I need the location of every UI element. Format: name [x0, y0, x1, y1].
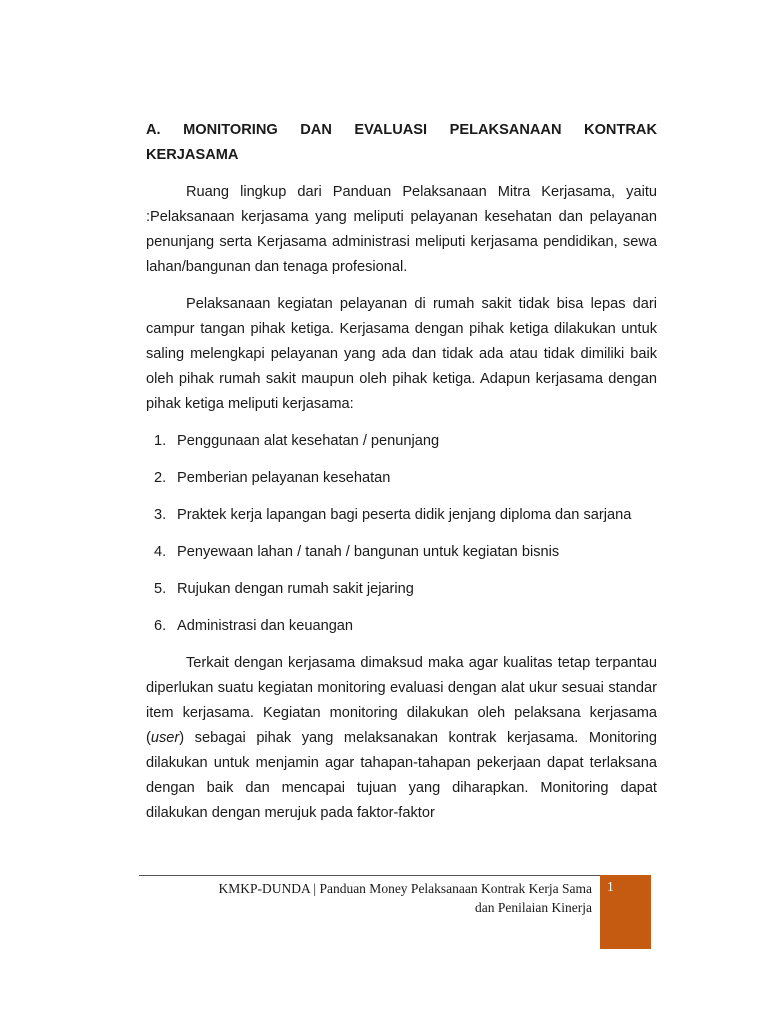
section-heading: A. MONITORING DAN EVALUASI PELAKSANAAN KONTRAK KERJASAMA	[146, 122, 657, 163]
footer-line-2: dan Penilaian Kinerja	[475, 900, 592, 915]
footer-divider	[139, 875, 600, 876]
footer-line-1: KMKP-DUNDA | Panduan Money Pelaksanaan Kontrak Kerja Sama	[218, 881, 592, 896]
list-item: 3. Praktek kerja lapangan bagi peserta didik jenjang diploma dan sarjana	[154, 507, 632, 523]
list-item: 4. Penyewaan lahan / tanah / bangunan untuk kegiatan bisnis	[154, 544, 560, 560]
paragraph-scope: Ruang lingkup dari Panduan Pelaksanaan Mitra Kerjasama, yaitu :Pelaksanaan kerjasama yang meliputi pelayanan kesehatan dan pelayanan penunjang serta Kerjasama administrasi meliputi kerjasama pendidikan, sewa lahan/bangunan dan tenaga profesional.	[146, 184, 657, 275]
list-item: 2. Pemberian pelayanan kesehatan	[154, 470, 391, 486]
list-item: 6. Administrasi dan keuangan	[154, 618, 354, 634]
cooperation-list	[146, 429, 657, 639]
footer-title	[150, 879, 592, 917]
list-item: 1. Penggunaan alat kesehatan / penunjang	[154, 433, 440, 449]
paragraph-monitoring: Terkait dengan kerjasama dimaksud maka agar kualitas tetap terpantau diperlukan suatu kegiatan monitoring evaluasi dengan alat ukur sesuai standar item kerjasama. Kegiatan monitoring dilakukan oleh pelaksana kerjasama (user) sebagai pihak yang melaksanakan kontrak kerjasama. Monitoring dilakukan untuk menjamin agar tahapan-tahapan pekerjaan dapat terlaksana dengan baik dan mencapai tujuan yang diharapkan. Monitoring dapat dilakukan dengan merujuk pada faktor-faktor	[146, 655, 657, 821]
list-item: 5. Rujukan dengan rumah sakit jejaring	[154, 581, 414, 597]
page-number: 1	[607, 879, 614, 894]
page-content	[146, 118, 657, 838]
paragraph-third-party: Pelaksanaan kegiatan pelayanan di rumah sakit tidak bisa lepas dari campur tangan pihak ketiga. Kerjasama dengan pihak ketiga dilakukan untuk saling melengkapi pelayanan yang ada dan tidak ada atau tidak dimiliki baik oleh pihak rumah sakit maupun oleh pihak ketiga. Adapun kerjasama dengan pihak ketiga meliputi kerjasama:	[146, 296, 657, 412]
